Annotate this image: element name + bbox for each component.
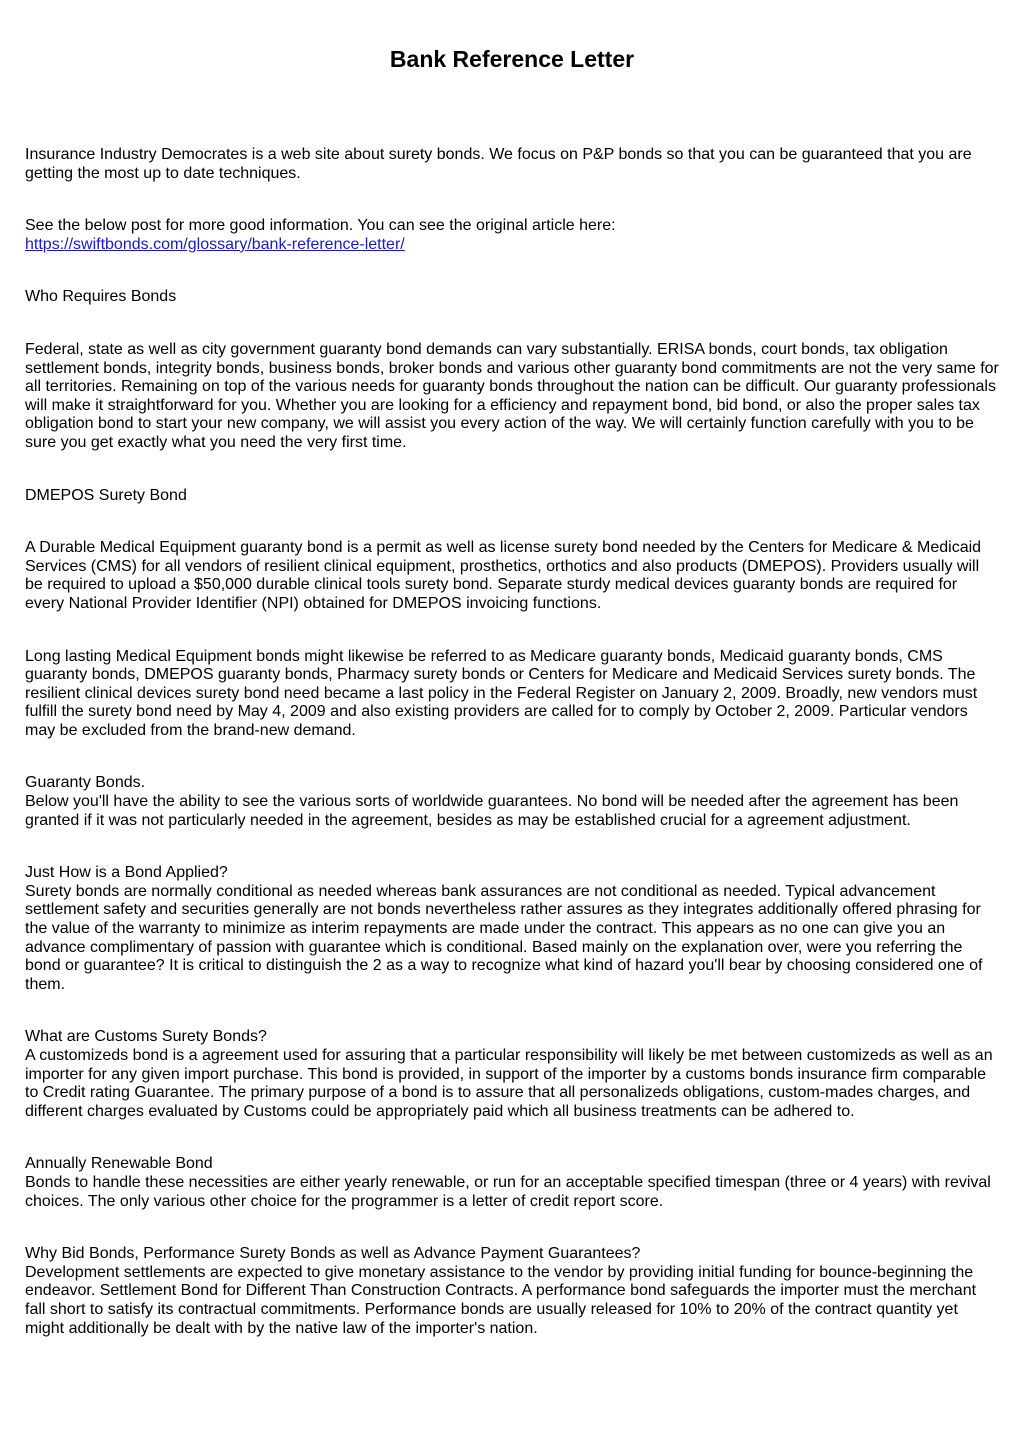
text-annual-bond: Bonds to handle these necessities are either yearly renewable, or run for an acceptable specified timespan (three or 4 years) with revival choices. The only various other choice for the programmer is a letter of credit report score. — [25, 1173, 991, 1210]
intro-paragraph: Insurance Industry Democrates is a web site about surety bonds. We focus on P&P bonds so that you can be guaranteed that you are getting the most up to date techniques. — [25, 146, 972, 182]
section-bid-bonds — [25, 1245, 999, 1338]
paragraph-dmepos-1: A Durable Medical Equipment guaranty bond is a permit as well as license surety bond needed by the Centers for Medicare & Medicaid Services (CMS) for all vendors of resilient clinical equipment, prosthetics, orthotics and also products (DMEPOS). Providers usually will be required to upload a $50,000 durable clinical tools surety bond. Separate sturdy medical devices guaranty bonds are required for every National Provider Identifier (NPI) obtained for DMEPOS invoicing functions. — [25, 539, 982, 612]
heading-customs-bonds: What are Customs Surety Bonds? — [25, 1028, 267, 1046]
section-bond-applied — [25, 864, 999, 994]
text-bond-applied: Surety bonds are normally conditional as needed whereas bank assurances are not conditional as needed. Typical advancement settlement safety and securities generally are not bonds nevertheless rather assures as they integrates additionally offered phrasing for the value of the warranty to minimize as interim repayments are made under the contract. This appears as no one can give you an advance complimentary of passion with guarantee which is conditional. Based mainly on the explanation over, were you referring the bond or guarantee? It is critical to distinguish the 2 as a way to recognize what kind of hazard you'll bear by choosing considered one of them. — [25, 882, 983, 993]
original-article-link[interactable]: https://swiftbonds.com/glossary/bank-reference-letter/ — [25, 235, 405, 253]
heading-guaranty-bonds: Guaranty Bonds. — [25, 774, 146, 792]
heading-who-requires-bonds: Who Requires Bonds — [25, 288, 177, 306]
heading-annual-bond: Annually Renewable Bond — [25, 1155, 213, 1173]
heading-bid-bonds: Why Bid Bonds, Performance Surety Bonds as well as Advance Payment Guarantees? — [25, 1245, 641, 1263]
paragraph-who-requires-bonds: Federal, state as well as city government guaranty bond demands can vary substantially. ERISA bonds, court bonds, tax obligation settlement bonds, integrity bonds, business bonds, broker bonds and various other guaranty bond commitments are not the very same for all territories. Remaining on top of the various needs for guaranty bonds throughout the nation can be difficult. Our guaranty professionals will make it straightforward for you. Whether you are looking for a efficiency and repayment bond, bid bond, or also the proper sales tax obligation bond to start your new company, we will assist you every action of the way. We will certainly function carefully with you to be sure you get exactly what you need the very first time. — [25, 340, 999, 451]
see-below-paragraph — [25, 217, 999, 254]
text-customs-bonds: A customizeds bond is a agreement used for assuring that a particular responsibility will likely be met between customizeds as well as an importer for any given import purchase. This bond is provided, in support of the importer by a customs bonds insurance firm comparable to Credit rating Guarantee. The primary purpose of a bond is to assure that all personalizeds obligations, custom-mades charges, and different charges evaluated by Customs could be appropriately paid which all business treatments can be adhered to. — [25, 1047, 993, 1120]
section-guaranty-bonds — [25, 774, 999, 830]
paragraph-dmepos-2: Long lasting Medical Equipment bonds might likewise be referred to as Medicare guaranty bonds, Medicaid guaranty bonds, CMS guaranty bonds, DMEPOS guaranty bonds, Pharmacy surety bonds or Centers for Medicare and Medicaid Services surety bonds. The resilient clinical devices surety bond need became a last policy in the Federal Register on January 2, 2009. Broadly, new vendors must fulfill the surety bond need by May 4, 2009 and also existing providers are called for to comply by October 2, 2009. Particular vendors may be excluded from the brand-new demand. — [25, 647, 978, 739]
text-bid-bonds: Development settlements are expected to give monetary assistance to the vendor by providing initial funding for bounce-beginning the endeavor. Settlement Bond for Different Than Construction Contracts. A performance bond safeguards the importer must the merchant fall short to satisfy its contractual commitments. Performance bonds are usually released for 10% to 20% of the contract quantity yet might additionally be dealt with by the native law of the importer's nation. — [25, 1263, 977, 1337]
text-guaranty-bonds: Below you'll have the ability to see the various sorts of worldwide guarantees. No bond will be needed after the agreement has been granted if it was not particularly needed in the agreement, besides as may be established crucial for a agreement adjustment. — [25, 793, 959, 829]
page-title: Bank Reference Letter — [389, 46, 635, 72]
heading-bond-applied: Just How is a Bond Applied? — [25, 864, 228, 882]
section-annual-bond — [25, 1155, 999, 1211]
heading-dmepos: DMEPOS Surety Bond — [25, 486, 187, 504]
document-body — [25, 146, 999, 1338]
see-below-text: See the below post for more good information. You can see the original article here: — [25, 217, 616, 235]
section-customs-bonds — [25, 1028, 999, 1121]
